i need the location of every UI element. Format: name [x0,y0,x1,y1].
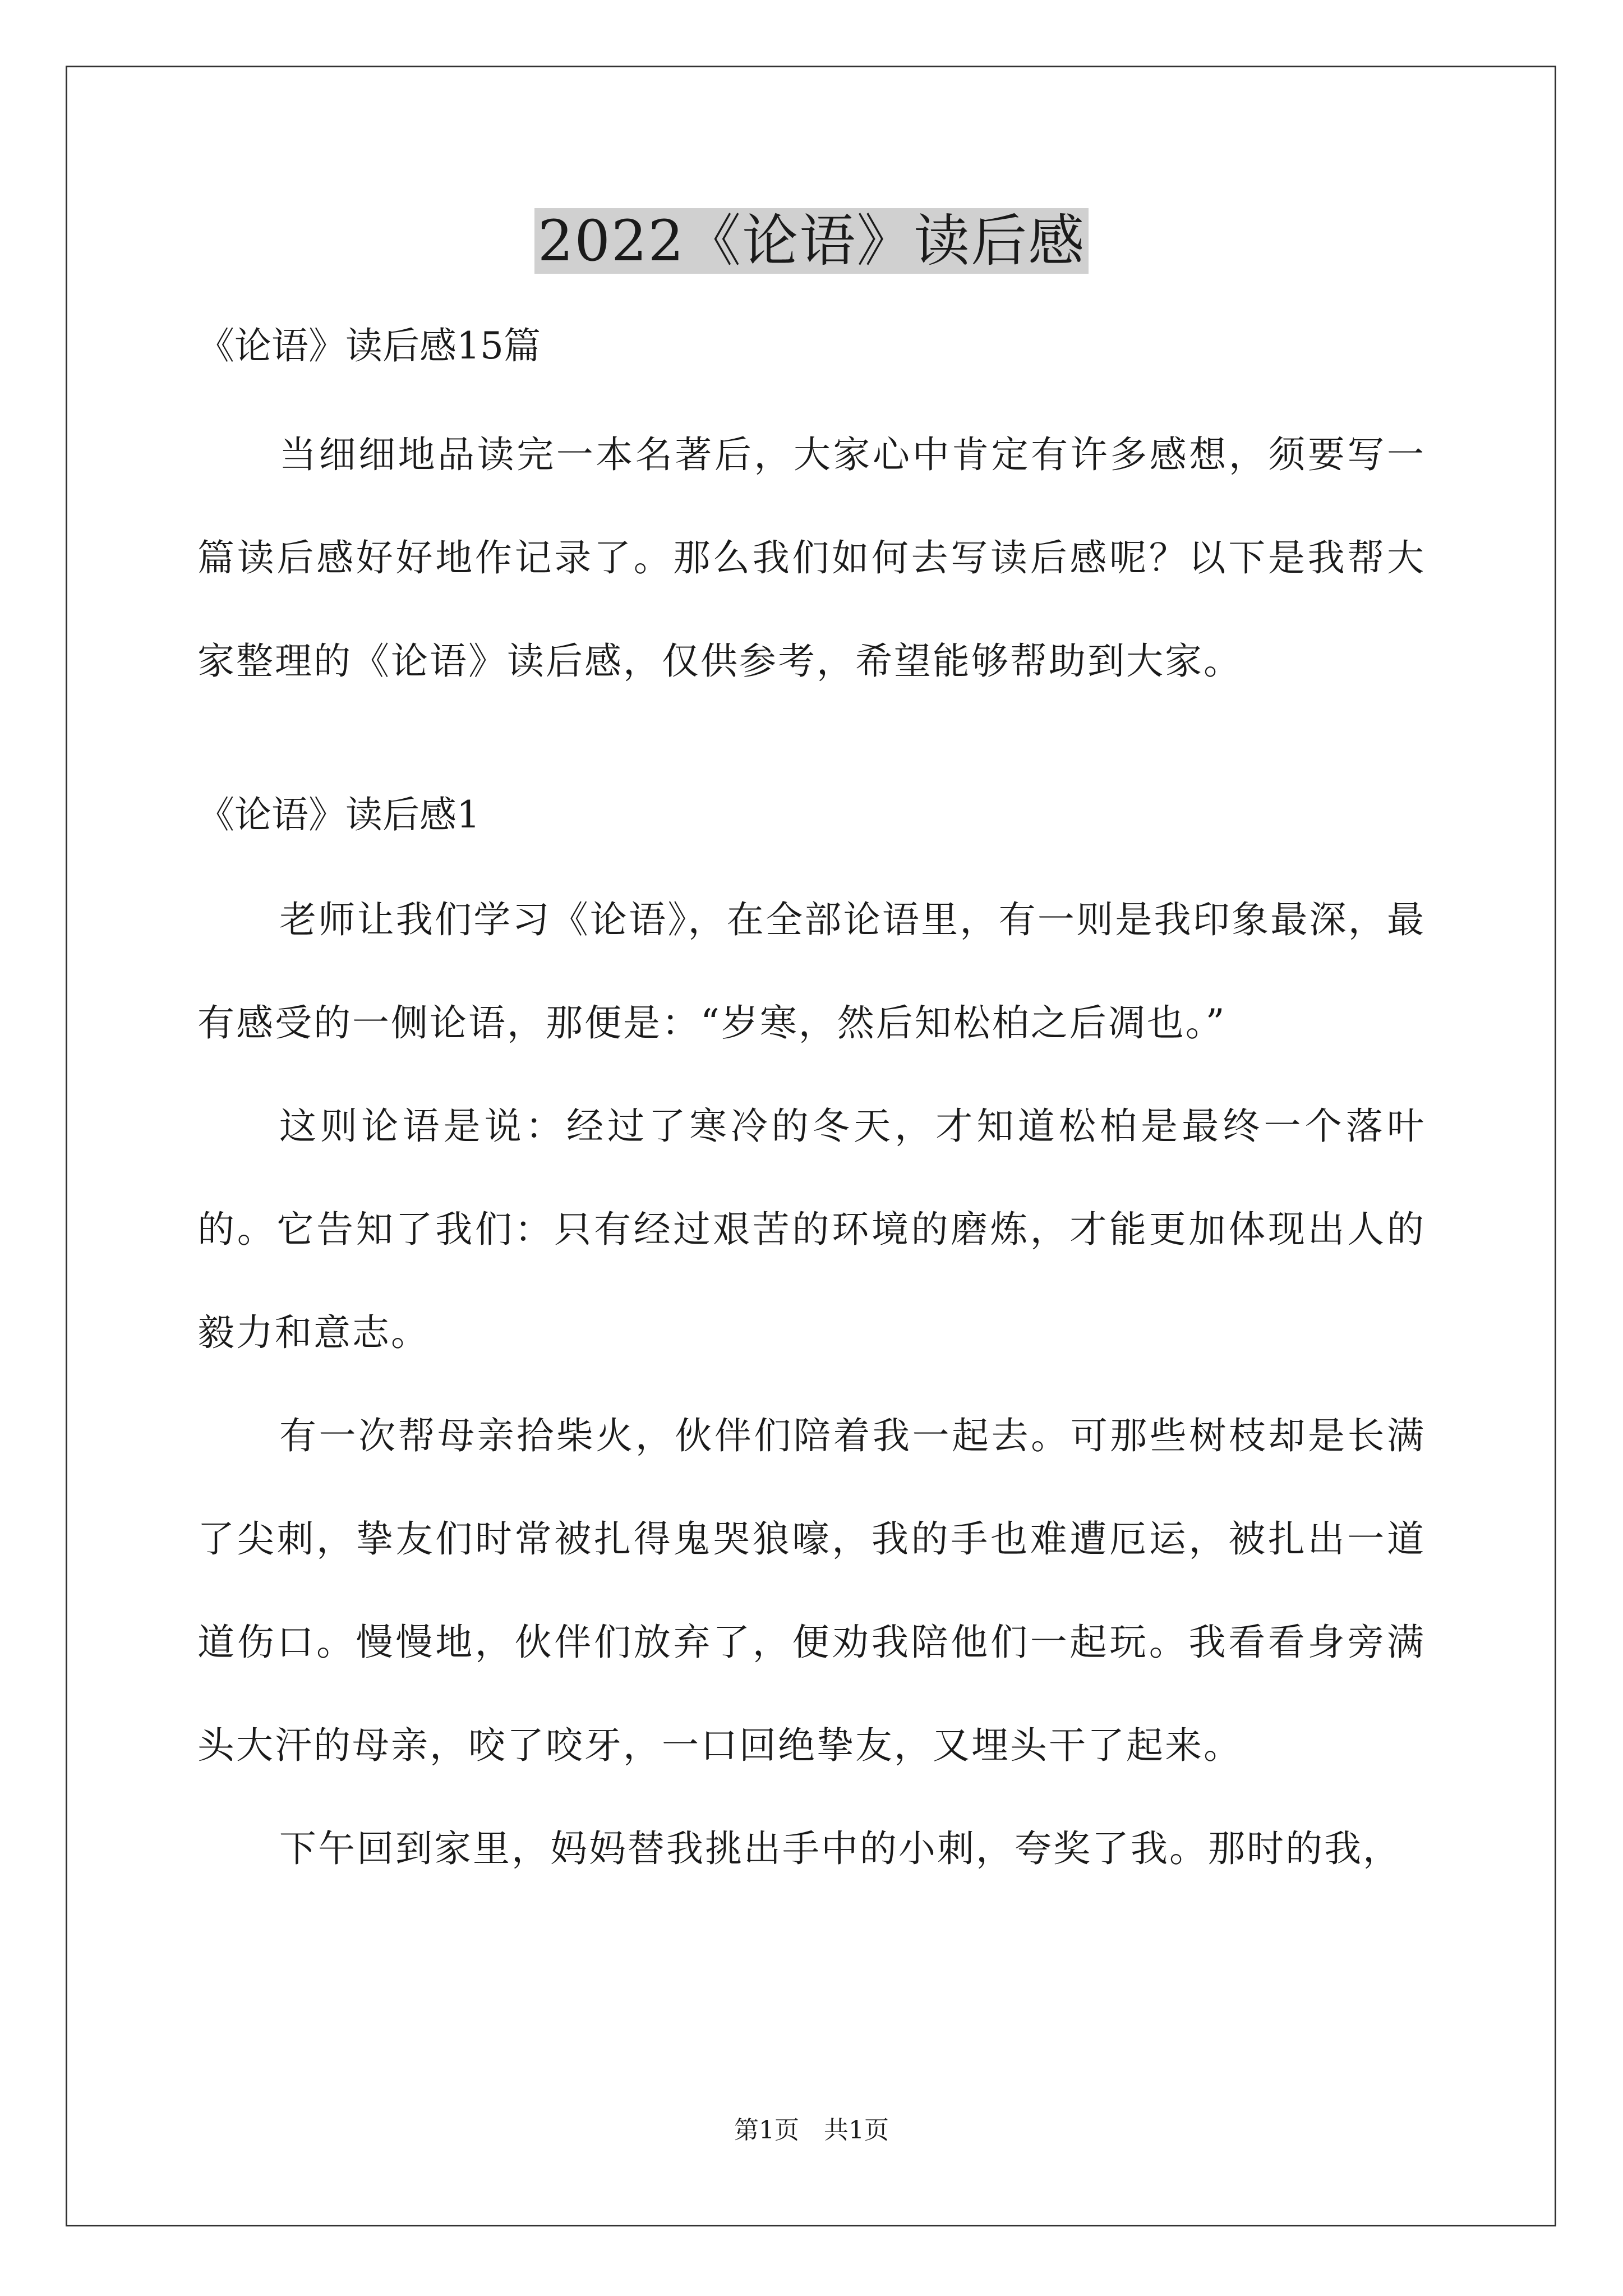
intro-paragraph: 当细细地品读完一本名著后，大家心中肯定有许多感想，须要写一篇读后感好好地作记录了。那么我们如何去写读后感呢？以下是我帮大家整理的《论语》读后感，仅供参考，希望能够帮助到大家。 [197,433,1426,683]
section-heading: 《论语》读后感1 [197,793,480,836]
body-paragraph: 有一次帮母亲拾柴火，伙伴们陪着我一起去。可那些树枝却是长满了尖刺，挚友们时常被扎得鬼哭狼嚎，我的手也难遭厄运，被扎出一道道伤口。慢慢地，伙伴们放弃了，便劝我陪他们一起玩。我看看身旁满头大汗的母亲，咬了咬牙，一口回绝挚友，又埋头干了起来。 [197,1414,1426,1767]
document-subtitle: 《论语》读后感15篇 [197,324,541,367]
page-footer [0,2114,1623,2147]
document-title-text: 2022《论语》读后感 [534,208,1089,274]
document-body [197,310,1426,1901]
body-paragraph: 这则论语是说：经过了寒冷的冬天，才知道松柏是最终一个落叶的。它告知了我们：只有经过艰苦的环境的磨炼，才能更加体现出人的毅力和意志。 [197,1105,1426,1354]
body-paragraph: 下午回到家里，妈妈替我挑出手中的小刺，夸奖了我。那时的我， [279,1827,1401,1870]
body-paragraph: 老师让我们学习《论语》，在全部论语里，有一则是我印象最深，最有感受的一侧论语，那便是：“岁寒，然后知松柏之后凋也。” [197,898,1426,1045]
page-number: 第1页 共1页 [734,2116,889,2145]
document-title [0,199,1623,283]
